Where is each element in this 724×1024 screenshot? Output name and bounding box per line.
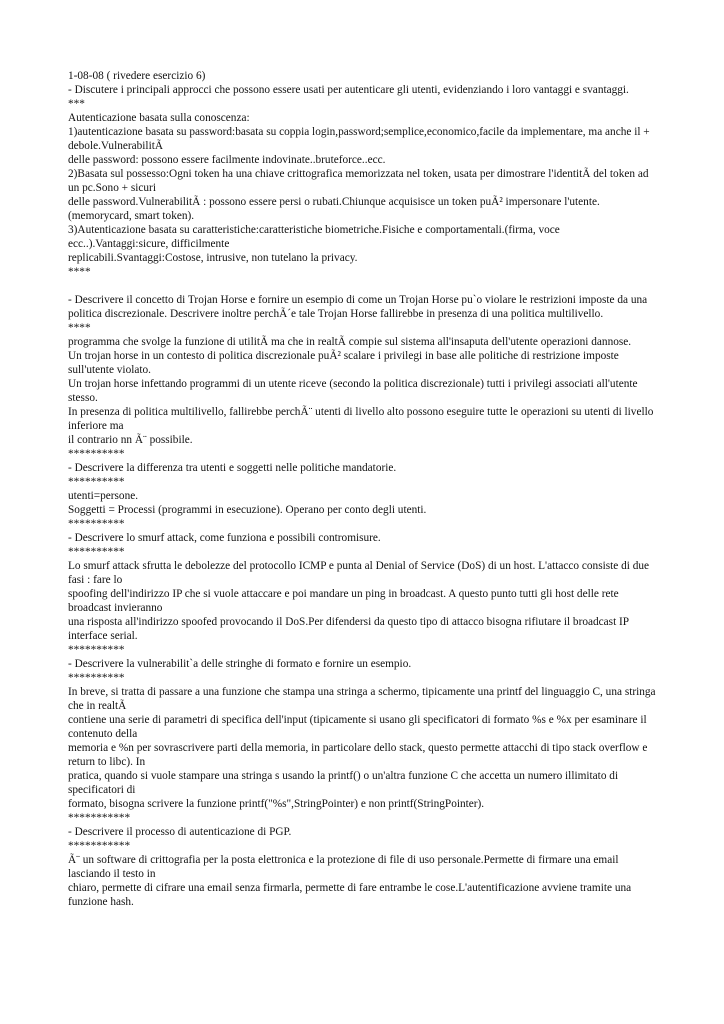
answer-line: Un trojan horse in un contesto di politica discrezionale puÃ² scalare i privilegi in base alle politiche di restrizione imposte sull'utente violato. — [68, 350, 619, 376]
document-body — [68, 69, 660, 909]
answer-line: Lo smurf attack sfrutta le debolezze del protocollo ICMP e punta al Denial of Service (DoS) di un host. L'attacco consiste di due fasi : fare lo — [68, 560, 650, 586]
separator: *********** — [68, 840, 131, 852]
blank-line — [68, 279, 660, 293]
question-smurf-attack: - Descrivere lo smurf attack, come funziona e possibili contromisure. — [68, 532, 381, 544]
answer-line: replicabili.Svantaggi:Costose, intrusive, non tutelano la privacy. — [68, 252, 358, 264]
question-trojan-horse: - Descrivere il concetto di Trojan Horse e fornire un esempio di come un Trojan Horse pu`o violare le restrizioni imposte da una politica discrezionale. Descrivere inoltre perchÃ´e tale Trojan Horse fallirebbe in presenza di una politica multilivello. — [68, 294, 648, 320]
answer-line: il contrario nn Ã¨ possibile. — [68, 434, 193, 446]
answer-line: delle password.VulnerabilitÃ : possono essere persi o rubati.Chiunque acquisisce un token puÃ² impersonare l'utente.(memorycard, smart token). — [68, 196, 600, 222]
date-heading: 1-08-08 ( rivedere esercizio 6) — [68, 70, 206, 82]
question-format-string: - Descrivere la vulnerabilit`a delle stringhe di formato e fornire un esempio. — [68, 658, 412, 670]
question-pgp: - Descrivere il processo di autenticazione di PGP. — [68, 826, 292, 838]
answer-line: In presenza di politica multilivello, fallirebbe perchÃ¨ utenti di livello alto possono eseguire tutte le operazioni su utenti di livello inferiore ma — [68, 406, 654, 432]
answer-line: 3)Autenticazione basata su caratteristiche:caratteristiche biometriche.Fisiche e comportamentali.(firma, voce ecc..).Vantaggi:sicure, difficilmente — [68, 224, 560, 250]
answer-line: Ã¨ un software di crittografia per la posta elettronica e la protezione di file di uso personale.Permette di firmare una email lasciando il testo in — [68, 854, 619, 880]
answer-line: delle password: possono essere facilmente indovinate..bruteforce..ecc. — [68, 154, 386, 166]
answer-line: Soggetti = Processi (programmi in esecuzione). Operano per conto degli utenti. — [68, 504, 427, 516]
answer-line: memoria e %n per sovrascrivere parti della memoria, in particolare dello stack, questo permette attacchi di tipo stack overflow e return to libc). In — [68, 742, 648, 768]
separator: ********** — [68, 644, 125, 656]
separator: ********** — [68, 546, 125, 558]
separator: ********** — [68, 448, 125, 460]
answer-line: contiene una serie di parametri di specifica dell'input (tipicamente si usano gli specificatori di formato %s e %x per esaminare il contenuto della — [68, 714, 647, 740]
answer-line: 2)Basata sul possesso:Ogni token ha una chiave crittografica memorizzata nel token, usata per dimostrare l'identitÃ del token ad un pc.Sono + sicuri — [68, 168, 649, 194]
separator: ********** — [68, 518, 125, 530]
separator: ********** — [68, 476, 125, 488]
answer-line: programma che svolge la funzione di utilitÃ ma che in realtÃ compie sul sistema all'insaputa dell'utente operazioni dannose. — [68, 336, 632, 348]
question-users-subjects: - Descrivere la differenza tra utenti e soggetti nelle politiche mandatorie. — [68, 462, 397, 474]
answer-line: Un trojan horse infettando programmi di un utente riceve (secondo la politica discrezionale) tutti i privilegi associati all'utente stesso. — [68, 378, 638, 404]
question-authentication: - Discutere i principali approcci che possono essere usati per autenticare gli utenti, evidenziando i loro vantaggi e svantaggi. — [68, 84, 629, 96]
answer-heading: Autenticazione basata sulla conoscenza: — [68, 112, 250, 124]
separator: **** — [68, 322, 91, 334]
separator: *** — [68, 98, 85, 110]
answer-line: una risposta all'indirizzo spoofed provocando il DoS.Per difendersi da questo tipo di attacco bisogna rifiutare il broadcast IP interface serial. — [68, 616, 629, 642]
answer-line: chiaro, permette di cifrare una email senza firmarla, permette di fare entrambe le cose.L'autentificazione avviene tramite una funzione hash. — [68, 882, 632, 908]
answer-line: 1)autenticazione basata su password:basata su coppia login,password;semplice,economico,facile da implementare, ma anche il + debole.VulnerabilitÃ — [68, 126, 650, 152]
answer-line: formato, bisogna scrivere la funzione printf("%s",StringPointer) e non printf(StringPointer). — [68, 798, 485, 810]
answer-line: pratica, quando si vuole stampare una stringa s usando la printf() o un'altra funzione C che accetta un numero illimitato di specificatori di — [68, 770, 619, 796]
separator: **** — [68, 266, 91, 278]
answer-line: spoofing dell'indirizzo IP che si vuole attaccare e poi mandare un ping in broadcast. A questo punto tutti gli host delle rete broadcast invieranno — [68, 588, 619, 614]
answer-line: In breve, si tratta di passare a una funzione che stampa una stringa a schermo, tipicamente una printf del linguaggio C, una stringa che in realtÃ — [68, 686, 656, 712]
separator: ********** — [68, 672, 125, 684]
separator: *********** — [68, 812, 131, 824]
answer-line: utenti=persone. — [68, 490, 139, 502]
